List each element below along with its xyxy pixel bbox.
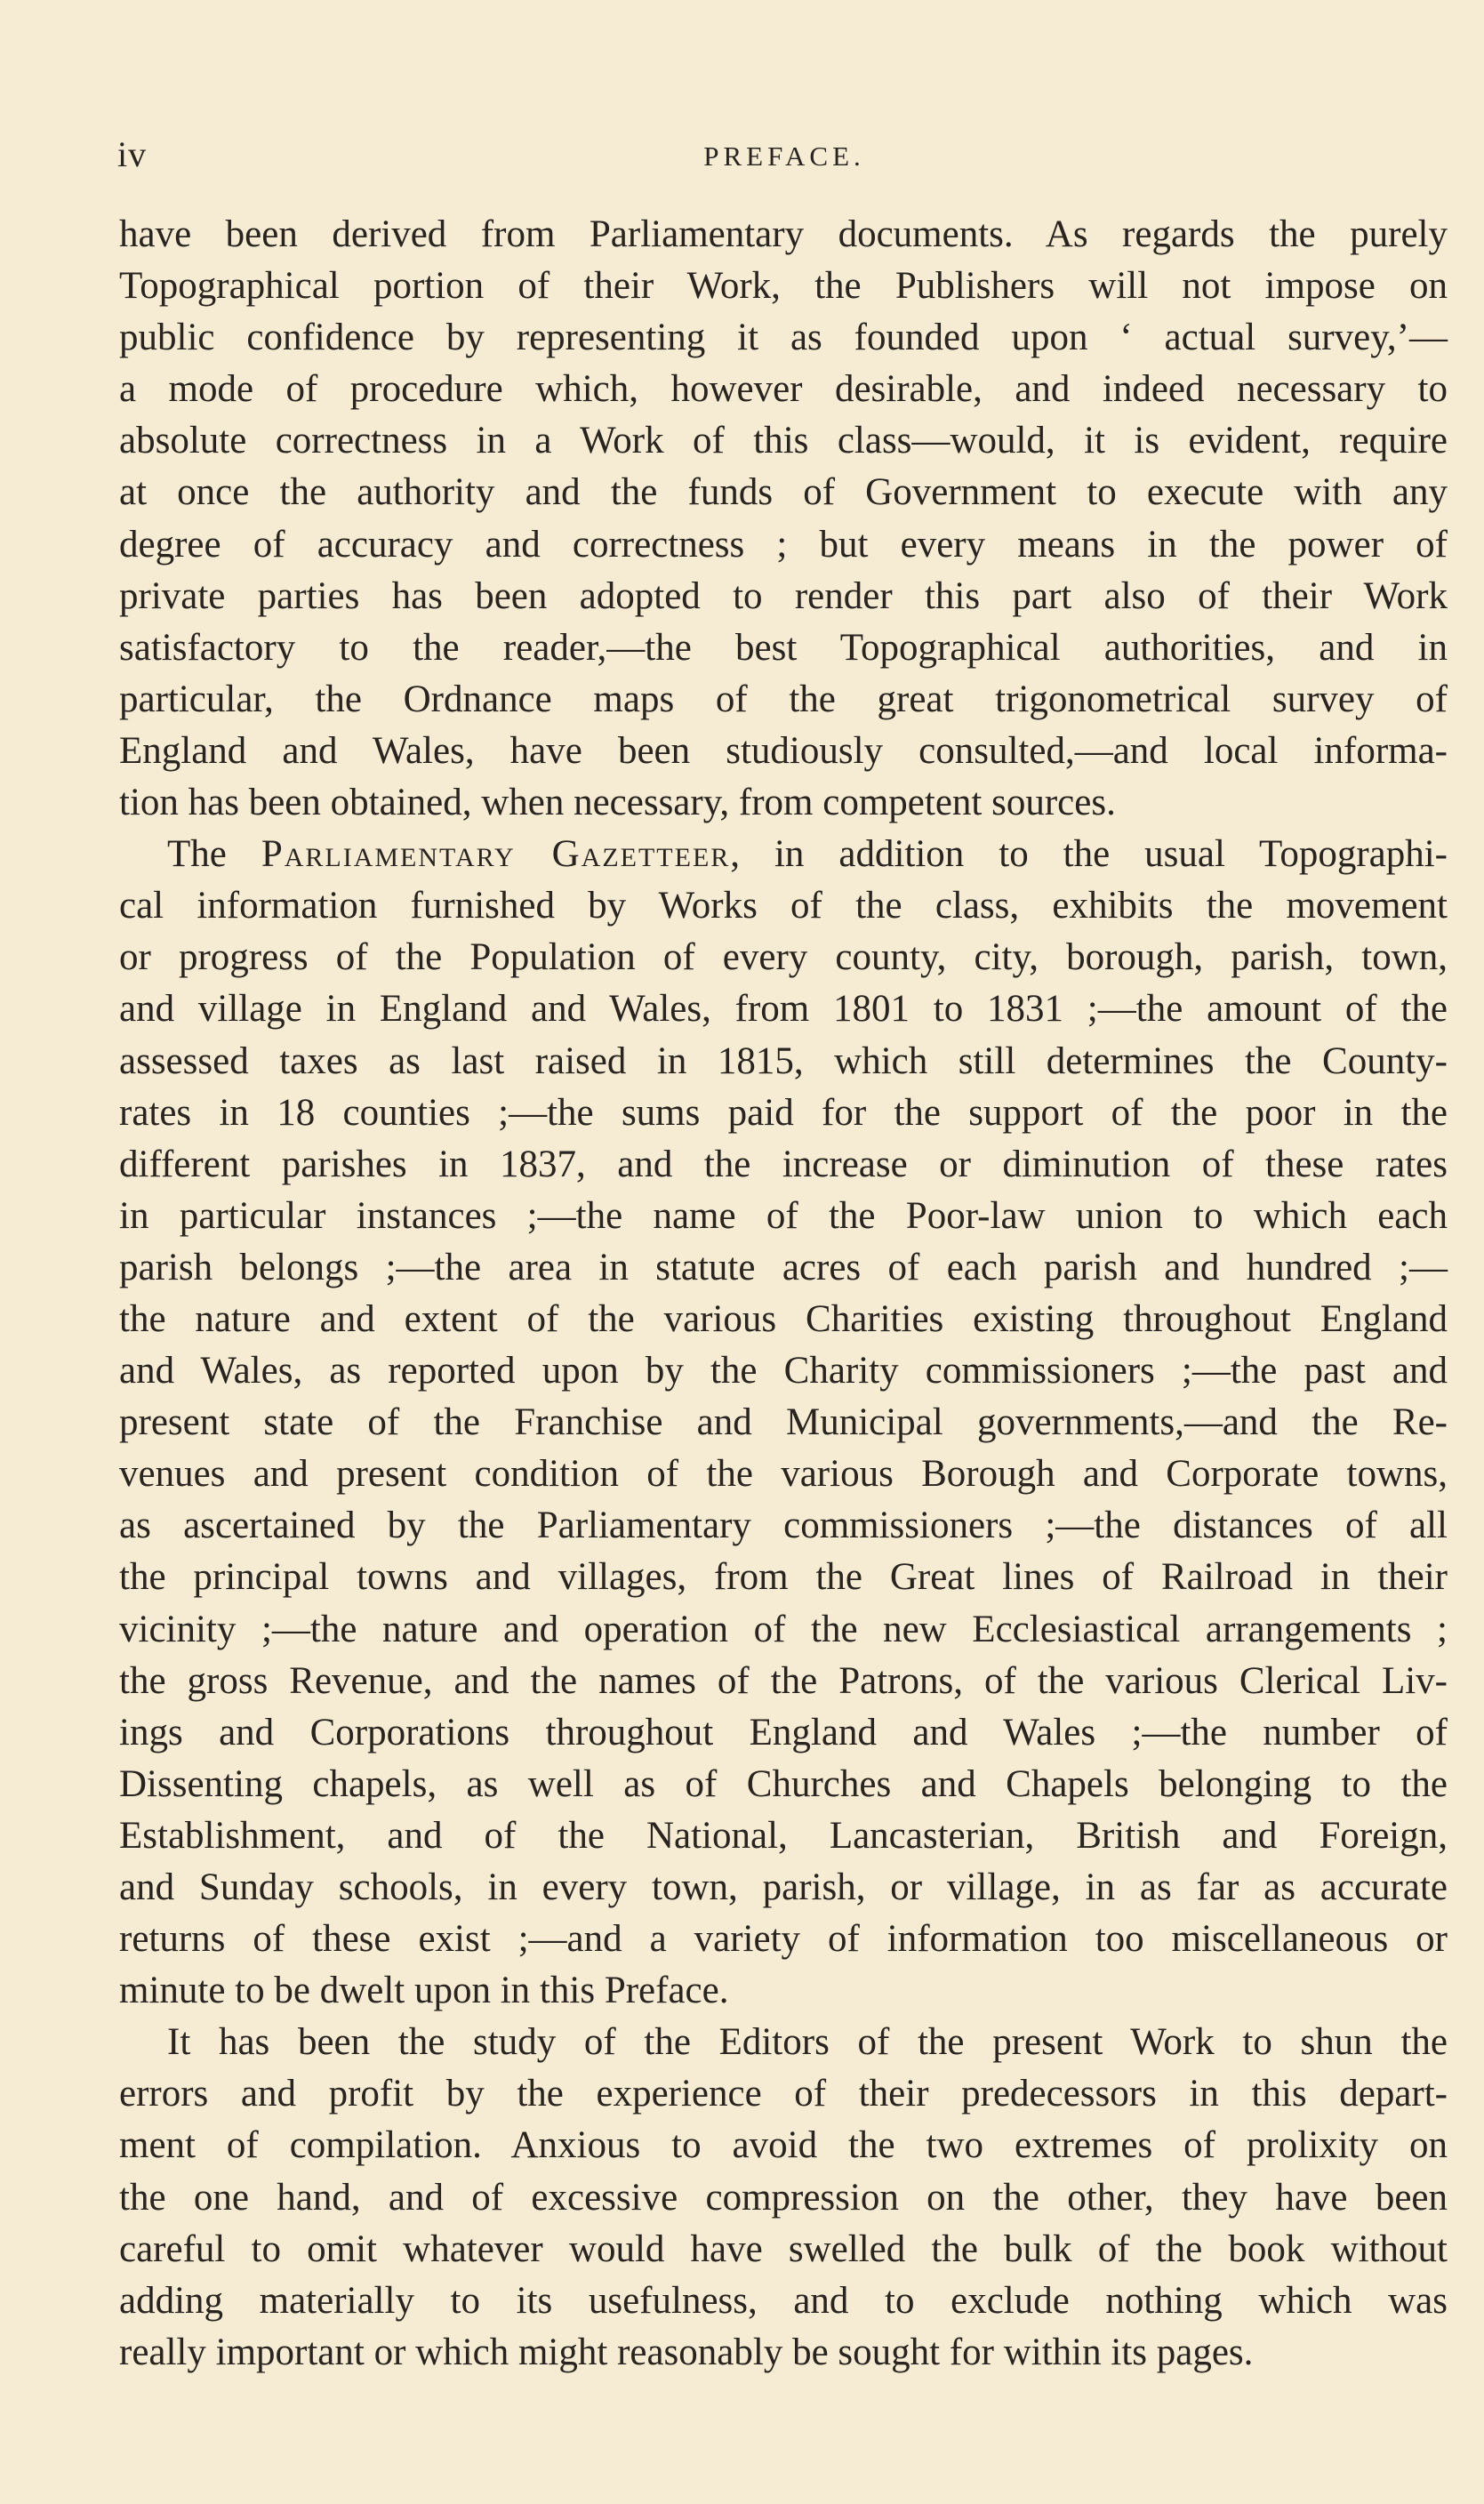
text-line [119, 1397, 1448, 1449]
text-fragment: assessed taxes as last raised in 1815, which still determines the County- [119, 1039, 1448, 1082]
text-fragment: adding materially to its usefulness, and to exclude nothing which was [119, 2279, 1448, 2322]
text-line [119, 1604, 1448, 1656]
text-line [119, 1139, 1448, 1191]
text-line [119, 1862, 1448, 1914]
text-fragment: vicinity ;—the nature and operation of the new Ecclesiastical arrangements ; [119, 1608, 1448, 1650]
text-line [119, 1759, 1448, 1810]
text-fragment: parish belongs ;—the area in statute acres of each parish and hundred ;— [119, 1246, 1448, 1288]
text-fragment: careful to omit whatever would have swelled the bulk of the book without [119, 2227, 1448, 2270]
text-fragment: really important or which might reasonably be sought for within its pages. [119, 2331, 1254, 2373]
text-fragment: tion has been obtained, when necessary, from competent sources. [119, 782, 1116, 824]
text-line [119, 622, 1448, 674]
text-line [119, 1552, 1448, 1603]
text-fragment: Topographical portion of their Work, the Publishers will not impose on [119, 265, 1448, 308]
text-line [119, 2017, 1448, 2068]
text-fragment: or progress of the Population of every county, city, borough, parish, town, [119, 936, 1448, 979]
text-fragment: errors and profit by the experience of their predecessors in this depart- [119, 2073, 1448, 2115]
text-fragment: present state of the Franchise and Municipal governments,—and the Re- [119, 1401, 1448, 1444]
text-line [119, 467, 1448, 518]
text-fragment: the principal towns and villages, from the Great lines of Railroad in their [119, 1556, 1448, 1599]
text-fragment: at once the authority and the funds of Government to execute with any [119, 471, 1448, 514]
text-fragment: cal information furnished by Works of the class, exhibits the movement [119, 885, 1448, 927]
text-line [119, 1707, 1448, 1759]
text-line [119, 777, 1448, 829]
preface-body-text [119, 209, 1448, 2379]
text-fragment: public confidence by representing it as founded upon ‘ actual survey,’— [119, 317, 1448, 359]
text-line [119, 2068, 1448, 2120]
text-line [119, 1242, 1448, 1294]
text-line [119, 1656, 1448, 1707]
page-header [117, 133, 1451, 187]
text-line [119, 2224, 1448, 2275]
text-fragment: , in addition to the usual Topographi- [730, 833, 1448, 876]
text-line [119, 1500, 1448, 1552]
text-fragment: and Wales, as reported upon by the Charity commissioners ;—the past and [119, 1350, 1448, 1392]
text-fragment: Dissenting chapels, as well as of Churches and Chapels belonging to the [119, 1762, 1448, 1805]
text-fragment: The [167, 833, 261, 876]
text-line [119, 2327, 1448, 2379]
text-fragment: minute to be dwelt upon in this Preface. [119, 1970, 729, 2012]
text-fragment: England and Wales, have been studiously consulted,—and local informa- [119, 729, 1448, 772]
text-line [119, 726, 1448, 777]
text-line [119, 1345, 1448, 1397]
page-number: iv [117, 134, 148, 174]
text-fragment: returns of these exist ;—and a variety of information too miscellaneous or [119, 1918, 1448, 1961]
text-fragment: particular, the Ordnance maps of the great trigonometrical survey of [119, 678, 1448, 720]
text-line [119, 932, 1448, 983]
text-fragment: the one hand, and of excessive compression on the other, they have been [119, 2176, 1448, 2219]
text-fragment: ings and Corporations throughout England and Wales ;—the number of [119, 1711, 1448, 1754]
text-line [119, 1965, 1448, 2017]
text-line [119, 415, 1448, 467]
text-line [119, 674, 1448, 726]
text-line [119, 1036, 1448, 1087]
small-caps-title: Parliamentary Gazetteer [261, 833, 731, 876]
text-line [119, 312, 1448, 364]
text-line [119, 2120, 1448, 2171]
text-line [119, 261, 1448, 312]
text-line [119, 983, 1448, 1035]
text-fragment: degree of accuracy and correctness ; but every means in the power of [119, 523, 1448, 566]
text-line [119, 1449, 1448, 1500]
text-line [119, 1191, 1448, 1242]
text-fragment: Establishment, and of the National, Lancasterian, British and Foreign, [119, 1814, 1448, 1857]
text-fragment: ment of compilation. Anxious to avoid the two extremes of prolixity on [119, 2124, 1448, 2167]
text-fragment: It has been the study of the Editors of the present Work to shun the [167, 2021, 1448, 2064]
text-line [119, 2172, 1448, 2224]
text-line [119, 209, 1448, 261]
text-line [119, 571, 1448, 622]
text-line [119, 1810, 1448, 1862]
text-line [119, 1914, 1448, 1965]
text-line [119, 519, 1448, 571]
text-fragment: rates in 18 counties ;—the sums paid for the support of the poor in the [119, 1091, 1448, 1134]
text-fragment: satisfactory to the reader,—the best Topographical authorities, and in [119, 626, 1448, 669]
text-fragment: and Sunday schools, in every town, parish, or village, in as far as accurate [119, 1866, 1448, 1908]
text-fragment: venues and present condition of the various Borough and Corporate towns, [119, 1453, 1448, 1496]
text-fragment: as ascertained by the Parliamentary commissioners ;—the distances of all [119, 1505, 1448, 1547]
text-fragment: in particular instances ;—the name of the Poor-law union to which each [119, 1194, 1448, 1237]
text-fragment: and village in England and Wales, from 1801 to 1831 ;—the amount of the [119, 988, 1448, 1031]
text-fragment: absolute correctness in a Work of this class—would, it is evident, require [119, 420, 1448, 462]
running-head: PREFACE. [703, 140, 865, 172]
text-fragment: have been derived from Parliamentary documents. As regards the purely [119, 213, 1448, 255]
text-line [119, 2275, 1448, 2327]
text-line [119, 880, 1448, 932]
text-line [119, 1294, 1448, 1345]
text-fragment: the nature and extent of the various Charities existing throughout England [119, 1297, 1448, 1340]
text-line [119, 1087, 1448, 1139]
text-fragment: the gross Revenue, and the names of the Patrons, of the various Clerical Liv- [119, 1659, 1448, 1702]
text-fragment: a mode of procedure which, however desirable, and indeed necessary to [119, 368, 1448, 411]
text-fragment: private parties has been adopted to render this part also of their Work [119, 574, 1448, 617]
text-fragment: different parishes in 1837, and the increase or diminution of these rates [119, 1143, 1448, 1185]
text-line [119, 829, 1448, 880]
text-line [119, 364, 1448, 415]
